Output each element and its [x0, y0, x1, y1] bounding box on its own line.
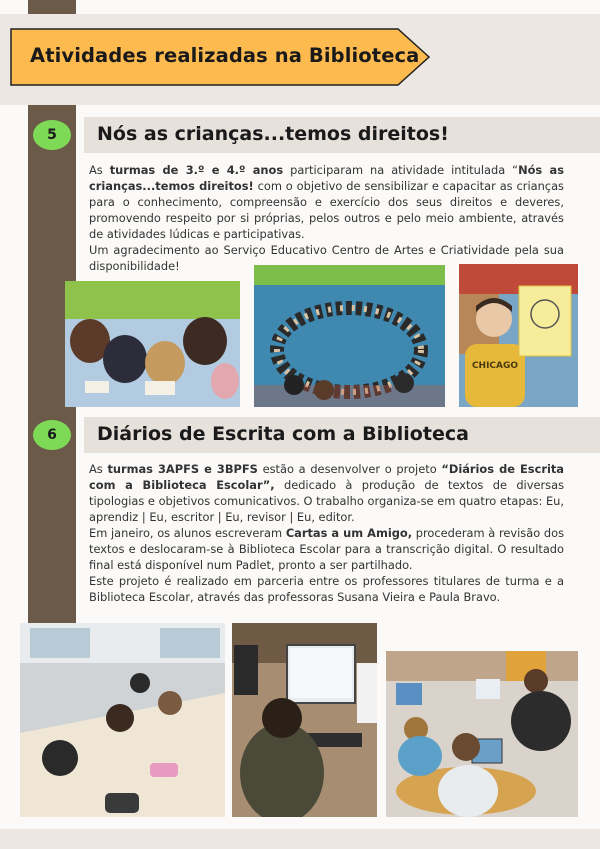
- section-5-title: Nós as crianças...temos direitos!: [97, 123, 449, 145]
- section-6-paragraph-1: As turmas 3APFS e 3BPFS estão a desenvolver o projeto “Diários de Escrita com a Biblioteca Escolar”, dedicado à produção de textos de diversas tipologias e objetivos comunicativos. O trabalho organiza-se em quatro etapas: Eu, aprendiz | Eu, escritor | Eu, revisor | Eu, editor.: [89, 462, 565, 524]
- section-6-text: [89, 461, 564, 605]
- section-6-badge: 6: [33, 420, 71, 450]
- photo-child-holding-drawing: [459, 264, 578, 407]
- section-6-paragraph-2: Em janeiro, os alunos escreveram Cartas a um Amigo, procederam à revisão dos textos e deslocaram-se à Biblioteca Escolar para a transcrição digital. O resultado final está disponível num Padlet, pronto a ser partilhado.: [89, 526, 565, 572]
- photo-children-drawing-on-floor: [65, 281, 240, 407]
- section-5-badge: 5: [33, 120, 71, 150]
- top-brown-tab: [28, 0, 76, 14]
- photo-student-computer: [232, 623, 377, 817]
- photo-library-computers: [386, 651, 578, 817]
- section-5-text: [89, 162, 564, 274]
- photo-children-circle: [254, 265, 445, 407]
- photo-classroom-writing: [20, 623, 225, 817]
- section-6-paragraph-3: Este projeto é realizado em parceria entre os professores titulares de turma e a Biblioteca Escolar, através das professoras Susana Vieira e Paula Bravo.: [89, 574, 564, 604]
- top-strip: [0, 0, 600, 14]
- section-6-title: Diários de Escrita com a Biblioteca: [97, 423, 469, 445]
- section-5-paragraph-2: Um agradecimento ao Serviço Educativo Centro de Artes e Criatividade pela sua disponibilidade!: [89, 243, 564, 273]
- chicago-shirt-text: CHICAGO: [471, 361, 519, 371]
- page-title: Atividades realizadas na Biblioteca: [30, 44, 420, 67]
- bottom-strip: [0, 829, 600, 849]
- section-5-paragraph-1: As turmas de 3.º e 4.º anos participaram na atividade intitulada “Nós as crianças...temos direitos! com o objetivo de sensibilizar e capacitar as crianças para o conhecimento, compreensão e exercício dos seus direitos e deveres, promovendo respeito por si próprias, pelos outros e pelo meio ambiente, através de atividades lúdicas e participativas.: [89, 163, 564, 241]
